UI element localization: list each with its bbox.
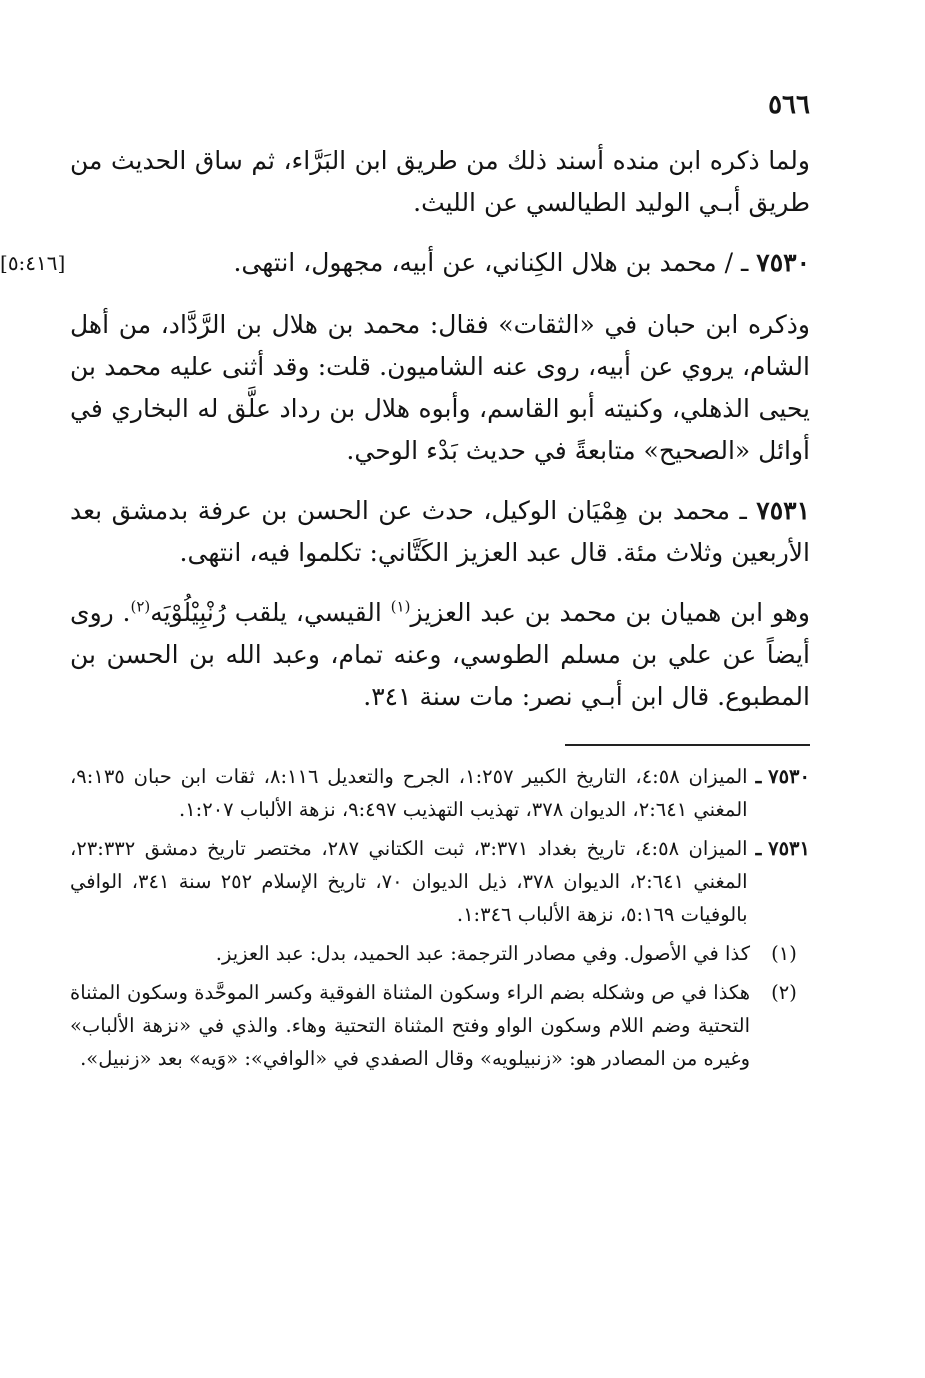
footnote-key: (٢) (771, 981, 797, 1004)
paragraph-ibn-hamyan (70, 592, 810, 718)
footnote-divider (565, 744, 810, 746)
source-note-7530 (70, 760, 810, 826)
source-note-7531 (70, 832, 810, 931)
page-number: ٥٦٦ (768, 90, 810, 120)
entry-number: ٧٥٣١ (756, 496, 811, 525)
source-note-text: الميزان ٤:٥٨، التاريخ الكبير ١:٢٥٧، الجرح والتعديل ٨:١١٦، ثقات ابن حبان ٩:١٣٥، المغني ٢:٦٤١، الديوان ٣٧٨، تهذيب التهذيب ٩:٤٩٧، نزهة الألباب ١:٢٠٧. (70, 765, 748, 821)
entry-7530-heading (0, 242, 810, 284)
source-note-key: ٧٥٣٠ ـ (755, 765, 810, 788)
footnotes (70, 760, 810, 1075)
paragraph-text-part: القيسي، يلقب رُنْبِيْلُوْيَه (150, 598, 391, 627)
footnote-text: كذا في الأصول. وفي مصادر الترجمة: عبد الحميد، بدل: عبد العزيز. (215, 942, 750, 965)
entry-text: ـ محمد بن هِمْيَان الوكيل، حدث عن الحسن بن عرفة بدمشق بعد الأربعين وثلاث مئة. قال عبد العزيز الكَتَّاني: تكلموا فيه، انتهى. (70, 496, 810, 567)
paragraph-text-part: وهو ابن هميان بن محمد بن عبد العزيز (410, 598, 811, 627)
footnote-marker-1: (١) (390, 597, 411, 616)
footnote-key: (١) (771, 942, 797, 965)
paragraph-text-part: . روى أيضاً عن علي بن مسلم الطوسي، وعنه تمام، وعبد الله بن الحسن بن المطبوع. قال ابن أبـي نصر: مات سنة ٣٤١. (70, 598, 810, 711)
paragraph-ibn-hibban: وذكره ابن حبان في «الثقات» فقال: محمد بن هلال بن الرَّدَّاد، من أهل الشام، يروي عن أبيه، روى عنه الشاميون. قلت: وقد أثنى عليه محمد بن يحيى الذهلي، وكنيته أبو القاسم، وأبوه هلال بن رداد علَّق له البخاري في أوائل «الصحيح» متابعةً في حديث بَدْء الوحي. (70, 310, 810, 465)
paragraph-intro: ولما ذكره ابن منده أسند ذلك من طريق ابن البَرَّاء، ثم ساق الحديث من طريق أبـي الوليد الطيالسي عن الليث. (70, 146, 810, 217)
source-note-text: الميزان ٤:٥٨، تاريخ بغداد ٣:٣٧١، ثبت الكتاني ٢٨٧، مختصر تاريخ دمشق ٢٣:٣٣٢، المغني ٢:٦٤١، الديوان ٣٧٨، ذيل الديوان ٧٠، تاريخ الإسلام ٢٥٢ سنة ٣٤١، الوافي بالوفيات ٥:١٦٩، نزهة الألباب ١:٣٤٦. (70, 837, 748, 926)
footnote-1 (70, 937, 810, 970)
footnote-text: هكذا في ص وشكله بضم الراء وسكون المثناة الفوقية وكسر الموحَّدة وسكون المثناة التحتية وضم اللام وسكون الواو وفتح المثناة التحتية وهاء. والذي في «نزهة الألباب» وغيره من المصادر هو: «زنبيلويه» وقال الصفدي في «الوافي»: «وَيه» بعد «زنبيل». (70, 981, 750, 1070)
entry-number: ٧٥٣٠ (756, 248, 810, 277)
margin-reference: [٥:٤١٦] (0, 251, 66, 275)
entry-text: ـ / محمد بن هلال الكِناني، عن أبيه، مجهول، انتهى. (233, 248, 749, 277)
footnote-marker-2: (٢) (130, 597, 151, 616)
book-page (0, 90, 811, 1081)
source-note-key: ٧٥٣١ ـ (755, 837, 810, 860)
footnote-2 (70, 976, 810, 1075)
entry-7531-heading (70, 490, 810, 574)
